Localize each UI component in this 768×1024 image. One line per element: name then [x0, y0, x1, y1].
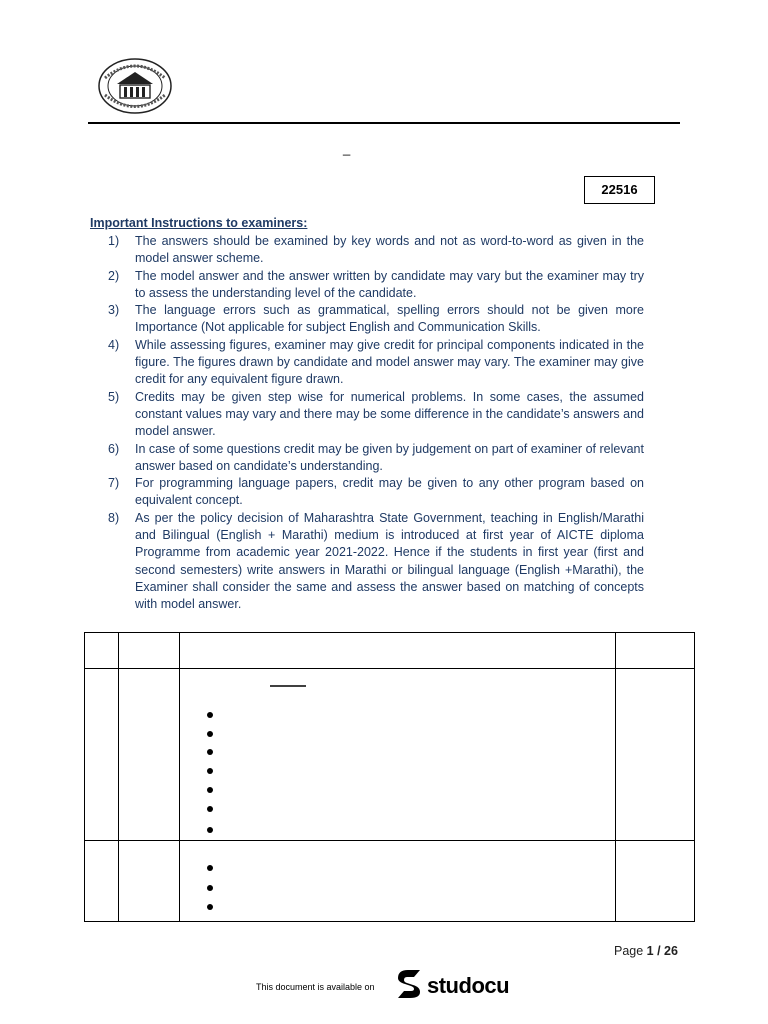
answer-table — [84, 632, 695, 922]
header-rule — [88, 122, 680, 124]
instruction-item — [108, 389, 644, 441]
instruction-number: 6) — [108, 441, 120, 456]
bullet-dot — [207, 904, 213, 910]
page-number — [614, 944, 678, 958]
bullet-dot — [207, 712, 213, 718]
bullet-dot — [207, 827, 213, 833]
instruction-item — [108, 475, 644, 510]
instruction-item — [108, 268, 644, 303]
board-seal-logo — [97, 58, 173, 114]
instruction-number: 2) — [108, 268, 120, 283]
bullet-dot — [207, 806, 213, 812]
bullet-dot — [207, 787, 213, 793]
bullet-dot — [207, 749, 213, 755]
page-current: 1 — [646, 944, 654, 958]
studocu-icon — [394, 968, 424, 1005]
bullet-dot — [207, 885, 213, 891]
bullet-dot — [207, 731, 213, 737]
instruction-text: The answers should be examined by key words and not as word-to-word as given in the model answer scheme. — [135, 234, 644, 266]
instruction-text: In case of some questions credit may be given by judgement on part of examiner of relevant answer based on candidate’s understanding. — [135, 441, 644, 473]
page-separator: / — [653, 944, 665, 958]
instruction-item — [108, 510, 644, 614]
instruction-text: While assessing figures, examiner may give credit for principal components indicated in the figure. The figures drawn by candidate and model answer may vary. The examiner may give credit for any equivalent figure drawn. — [135, 337, 644, 387]
availability-text: This document is available on — [256, 982, 375, 992]
page-prefix: Page — [614, 944, 647, 958]
instructions-heading: Important Instructions to examiners: — [90, 216, 308, 230]
studocu-logo[interactable] — [394, 970, 509, 1002]
instruction-text: The language errors such as grammatical, spelling errors should not be given more Importance (Not applicable for subject English and Communication Skills. — [135, 303, 644, 335]
title-dash: _ — [343, 141, 351, 156]
instruction-number: 3) — [108, 303, 120, 318]
bullet-dot — [207, 865, 213, 871]
instruction-number: 8) — [108, 510, 120, 525]
page-total: 26 — [664, 944, 678, 958]
instructions-list — [108, 233, 644, 614]
instruction-text: For programming language papers, credit may be given to any other program based on equivalent concept. — [135, 476, 644, 508]
instruction-item — [108, 302, 644, 337]
instruction-number: 5) — [108, 389, 120, 404]
bullet-dot — [207, 768, 213, 774]
instruction-item — [108, 233, 644, 268]
instruction-item — [108, 337, 644, 389]
studocu-wordmark: studocu — [427, 973, 510, 998]
instruction-item — [108, 441, 644, 476]
instruction-number: 7) — [108, 476, 120, 491]
instruction-number: 4) — [108, 337, 120, 352]
instruction-text: As per the policy decision of Maharashtra State Government, teaching in English/Marathi and Bilingual (English + Marathi) medium is introduced at first year of AICTE diploma Programme from academic year 2021-2022. Hence if the students in first year (first and second semesters) write answers in Marathi or bilingual language (English +Marathi), the Examiner shall consider the same and assess the answer based on matching of concepts with model answer. — [135, 510, 644, 612]
instruction-text: The model answer and the answer written by candidate may vary but the examiner may try to assess the understanding level of the candidate. — [135, 268, 644, 300]
instruction-number: 1) — [108, 234, 120, 248]
instruction-text: Credits may be given step wise for numerical problems. In some cases, the assumed constant values may vary and there may be some difference in the candidate’s answers and model answer. — [135, 389, 644, 439]
subject-code-box: 22516 — [584, 176, 655, 204]
